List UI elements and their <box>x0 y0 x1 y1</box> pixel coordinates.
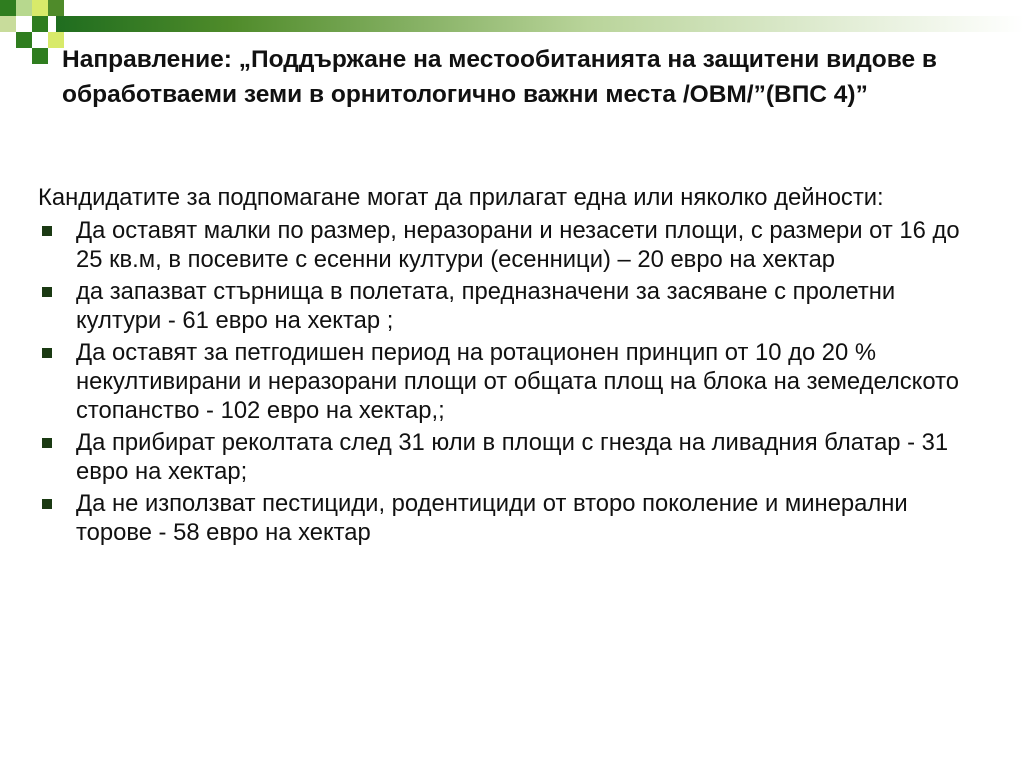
square-bullet-icon <box>42 226 52 236</box>
decorative-square <box>32 0 48 16</box>
list-item-text: Да оставят за петгодишен период на ротационен принцип от 10 до 20 % некултивирани и неразорани площи от общата площ на блока на земеделското стопанство - 102 евро на хектар,; <box>76 339 959 424</box>
decorative-square <box>32 48 48 64</box>
intro-paragraph: Кандидатите за подпомагане могат да прилагат една или няколко дейности: <box>38 184 884 211</box>
list-item <box>38 216 978 274</box>
slide-title: Направление: „Поддържане на местообитанията на защитени видове в обработваеми земи в орнитологично важни места /ОВМ/”(ВПС 4)” <box>62 46 937 108</box>
list-item-text: Да не използват пестициди, родентициди от второ поколение и минерални торове - 58 евро на хектар <box>76 490 908 546</box>
decorative-square <box>0 0 16 16</box>
decorative-square <box>48 0 64 16</box>
decorative-square <box>16 0 32 16</box>
list-item-text: Да оставят малки по размер, неразорани и незасети площи, с размери от 16 до 25 кв.м, в посевите с есенни култури (есенници) – 20 евро на хектар <box>76 217 960 273</box>
list-item <box>38 428 978 486</box>
decorative-square <box>32 16 48 32</box>
decorative-square <box>0 16 16 32</box>
list-item <box>38 277 978 335</box>
list-item-text: да запазват стърнища в полетата, предназначени за засяване с пролетни култури - 61 евро на хектар ; <box>76 278 896 334</box>
square-bullet-icon <box>42 348 52 358</box>
list-item-text: Да прибират реколтата след 31 юли в площи с гнезда на ливадния блатар - 31 евро на хектар; <box>76 429 949 485</box>
square-bullet-icon <box>42 499 52 509</box>
decorative-square <box>16 32 32 48</box>
slide-content <box>38 183 978 550</box>
list-item <box>38 489 978 547</box>
square-bullet-icon <box>42 438 52 448</box>
list-item <box>38 338 978 425</box>
square-bullet-icon <box>42 287 52 297</box>
activity-list <box>38 216 978 547</box>
title-rule <box>56 16 1024 32</box>
